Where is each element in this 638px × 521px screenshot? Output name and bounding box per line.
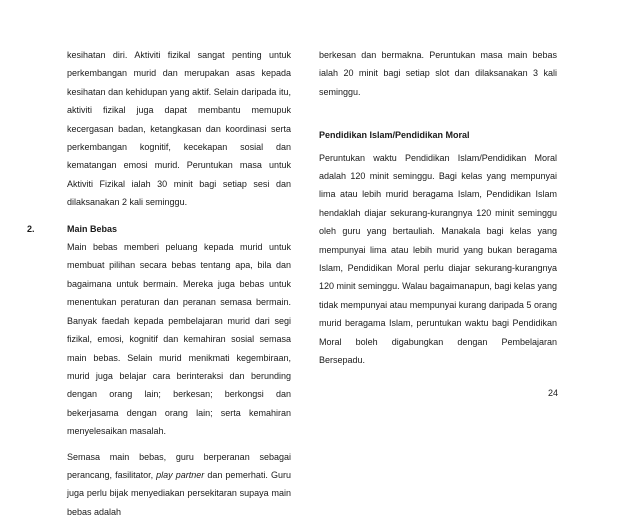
section-heading-pendidikan-islam-moral: Pendidikan Islam/Pendidikan Moral — [319, 130, 470, 141]
right-column — [319, 46, 557, 370]
physical-activity-paragraph: kesihatan diri. Aktiviti fizikal sangat penting untuk perkembangan murid dan merupakan asas kepada kesihatan dan kehidupan yang aktif. Selain daripada itu, aktiviti fizikal juga dapat membantu memupuk kecergasan badan, ketangkasan dan koordinasi serta perkembangan kognitif, kecekapan sosial dan kematangan emosi murid. Peruntukan masa untuk Aktiviti Fizikal ialah 30 minit bagi setiap sesi dan dilaksanakan 2 kali seminggu. — [67, 50, 291, 208]
heading-number: 2. — [27, 223, 35, 234]
teacher-role-paragraph: Semasa main bebas, guru berperanan sebagai perancang, fasilitator, play partner dan pemerhati. Guru juga perlu bijak menyediakan persekitaran supaya main bebas adalah — [67, 451, 291, 517]
spacer — [67, 441, 291, 448]
page-number: 24 — [547, 388, 558, 398]
religious-moral-education-paragraph: Peruntukan waktu Pendidikan Islam/Pendidikan Moral adalah 120 minit seminggu. Bagi kelas yang mempunyai lima atau lebih murid beragama Islam, Pendidikan Islam hendaklah diajar sekurang-kurangnya 120 minit seminggu oleh guru yang bertauliah. Manakala bagi kelas yang mempunyai lima atau lebih murid yang bukan beragama Islam, Pendidikan Moral perlu diajar sekurang-kurangnya 120 minit seminggu. Walau bagaimanapun, bagi kelas yang tidak mempunyai atau mempunyai kurang daripada 5 orang murid beragama Islam, peruntukan waktu bagi Pendidikan Moral boleh digabungkan dengan Pembelajaran Bersepadu. — [319, 152, 557, 366]
heading-text: Main Bebas — [67, 223, 118, 234]
free-play-paragraph: Main bebas memberi peluang kepada murid untuk membuat pilihan secara bebas tentang apa, bila dan bagaimana untuk bermain. Mereka juga bebas untuk menentukan peraturan dan peranan semasa bermain. Banyak faedah kepada pembelajaran murid dari segi fizikal, emosi, kognitif dan kemahiran sosial semasa main bebas. Selain murid menikmati kegembiraan, murid juga belajar cara berinteraksi dan berunding dengan orang lain; berkesan; berkongsi dan bekerjasama dengan orang lain; serta kemahiran menyelesaikan masalah. — [67, 242, 291, 437]
spacer — [319, 101, 557, 126]
left-column — [27, 46, 291, 521]
spacer — [67, 212, 291, 220]
section-heading-main-bebas — [27, 220, 291, 238]
free-play-continuation-paragraph: berkesan dan bermakna. Peruntukan masa main bebas ialah 20 minit bagi setiap slot dan dilaksanakan 3 kali seminggu. — [319, 50, 557, 97]
play-partner-term: play partner — [156, 469, 205, 480]
